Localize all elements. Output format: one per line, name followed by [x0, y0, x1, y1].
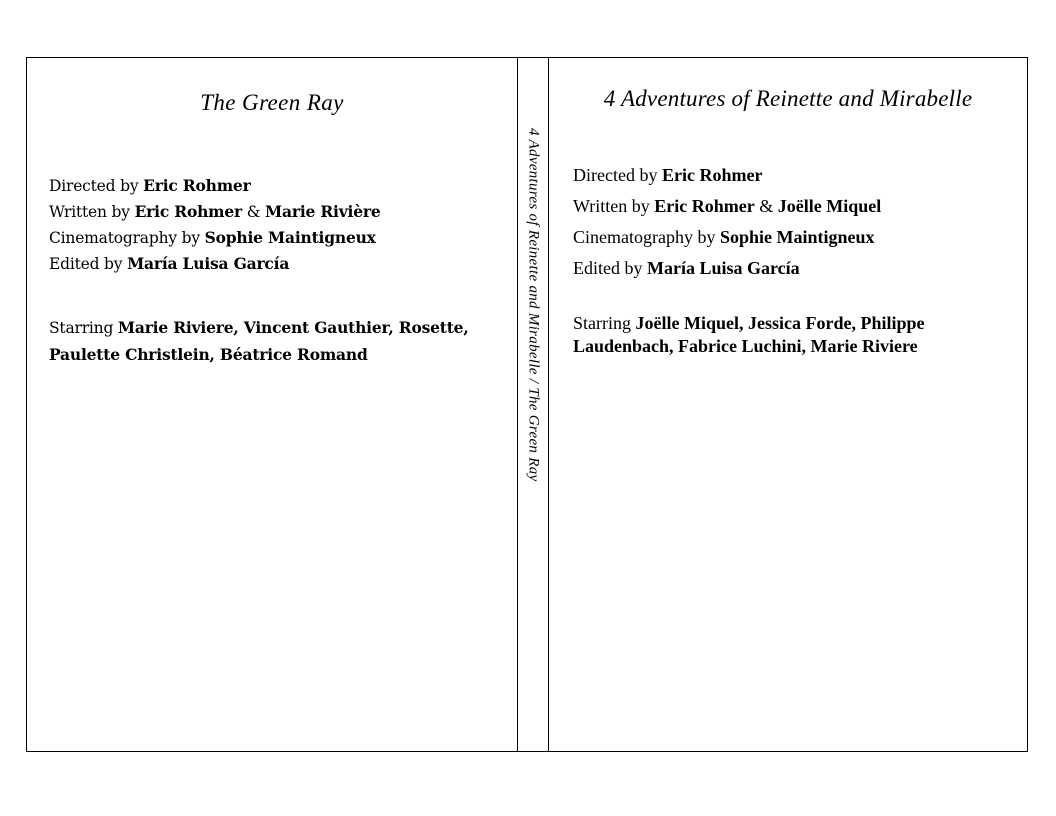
spine-panel — [517, 58, 549, 751]
front-credit-line-edited-by — [573, 253, 1015, 284]
front-credit-label-edited-by: Edited by — [573, 257, 647, 278]
credit-label-edited-by: Edited by — [49, 255, 128, 274]
front-panel-credits — [549, 160, 1027, 284]
front-panel-title: 4 Adventures of Reinette and Mirabelle — [603, 86, 973, 111]
front-credit-label-written-by: Written by — [573, 195, 655, 216]
credit-line-cinematography-by — [49, 225, 517, 251]
credit-label-directed-by: Directed by — [49, 177, 144, 195]
front-panel — [549, 58, 1027, 751]
credit-value-writer-1: Eric Rohmer — [134, 202, 242, 222]
credit-label-written-by: Written by — [49, 203, 135, 222]
front-credit-label-cinematography-by: Cinematography by — [573, 226, 720, 247]
dvd-sleeve-artwork — [26, 57, 1028, 752]
credit-line-directed-by — [49, 173, 517, 199]
back-panel-starring — [27, 315, 517, 367]
front-credit-value-writer-2: Joëlle Miquel — [777, 195, 882, 216]
credit-line-written-by — [49, 199, 517, 225]
front-credit-value-director: Eric Rohmer — [661, 165, 763, 185]
front-panel-starring — [549, 312, 1027, 358]
credit-label-cinematography-by: Cinematography by — [49, 229, 205, 248]
credit-value-writer-2: Marie Rivière — [265, 202, 381, 222]
front-credit-value-cinematographer: Sophie Maintigneux — [719, 226, 875, 247]
credit-separator-writers: & — [241, 203, 266, 222]
front-credit-label-directed-by: Directed by — [573, 165, 662, 185]
starring-label: Starring — [49, 319, 118, 338]
front-credit-line-written-by — [573, 191, 1015, 222]
back-panel-credits — [27, 173, 517, 277]
front-credit-value-editor: María Luisa García — [647, 257, 800, 278]
spine-title-text: 4 Adventures of Reinette and Mirabelle / The Green Ray — [525, 128, 542, 482]
credit-value-cinematographer: Sophie Maintigneux — [204, 228, 376, 248]
back-panel — [27, 58, 517, 751]
starring-cast-names: Marie Riviere, Vincent Gauthier, Rosette, Paulette Christlein, Béatrice Romand — [49, 318, 469, 364]
front-starring-cast-names: Joëlle Miquel, Jessica Forde, Philippe Laudenbach, Fabrice Luchini, Marie Riviere — [573, 312, 925, 356]
front-starring-label: Starring — [573, 312, 636, 333]
front-credit-line-cinematography-by — [573, 222, 1015, 253]
back-panel-title: The Green Ray — [200, 90, 344, 115]
front-credit-line-directed-by — [573, 160, 1015, 191]
front-credit-value-writer-1: Eric Rohmer — [654, 195, 755, 216]
credit-value-editor: María Luisa García — [127, 254, 290, 274]
credit-line-edited-by — [49, 251, 517, 277]
front-credit-separator-writers: & — [754, 195, 778, 216]
credit-value-director: Eric Rohmer — [143, 176, 251, 195]
